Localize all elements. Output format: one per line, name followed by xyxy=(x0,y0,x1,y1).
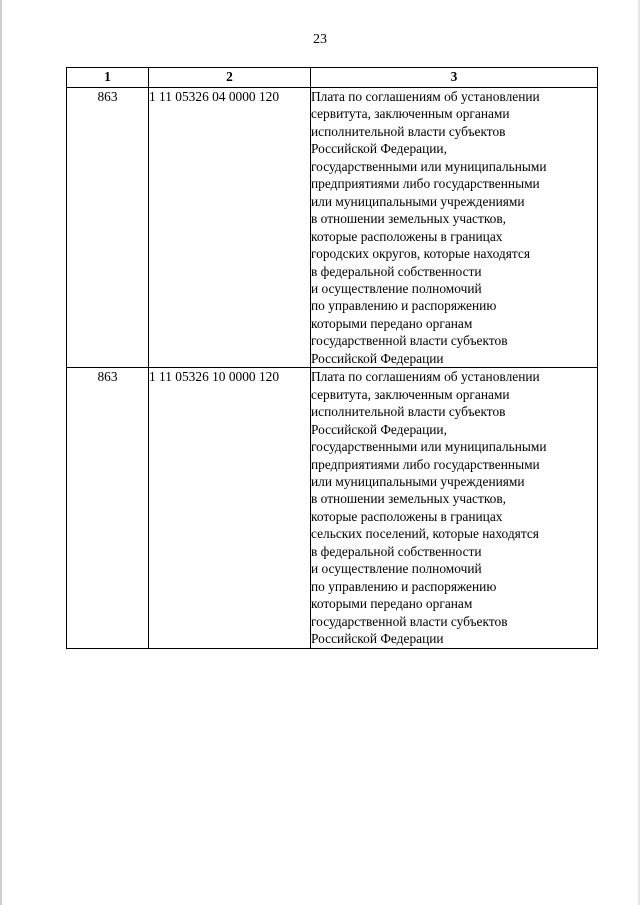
description-line: сельских поселений, которые находятся xyxy=(311,526,539,542)
description-line: исполнительной власти субъектов xyxy=(311,404,506,420)
table-row xyxy=(67,88,598,368)
description-line: или муниципальными учреждениями xyxy=(311,193,525,209)
description-line: которыми передано органам xyxy=(311,596,473,612)
classification-table xyxy=(66,67,598,649)
description-line: которыми передано органам xyxy=(311,315,473,331)
description-line: государственной власти субъектов xyxy=(311,333,508,349)
description-line: городских округов, которые находятся xyxy=(311,246,531,262)
table-row xyxy=(67,368,598,648)
description-line: и осуществление полномочий xyxy=(311,561,482,577)
description-line: в отношении земельных участков, xyxy=(311,211,507,227)
description-line: Плата по соглашениям об установлении xyxy=(311,89,540,104)
column-header-1: 1 xyxy=(67,68,149,88)
description-line: сервитута, заключенным органами xyxy=(311,386,510,402)
description-line: государственными или муниципальными xyxy=(311,158,547,174)
description-line: Российской Федерации xyxy=(311,350,444,366)
description-line: предприятиями либо государственными xyxy=(311,456,540,472)
description-line: государственными или муниципальными xyxy=(311,439,547,455)
column-header-2: 2 xyxy=(149,68,311,88)
admin-code-cell: 863 xyxy=(67,368,149,648)
description-line: Российской Федерации xyxy=(311,631,444,647)
description-line: государственной власти субъектов xyxy=(311,613,508,629)
description-line: предприятиями либо государственными xyxy=(311,176,540,192)
column-header-3: 3 xyxy=(311,68,598,88)
description-line: сервитута, заключенным органами xyxy=(311,106,510,122)
description-line: в федеральной собственности xyxy=(311,263,482,279)
description-line: Российской Федерации, xyxy=(311,141,447,157)
description-line: и осуществление полномочий xyxy=(311,280,482,296)
description-line: по управлению и распоряжению xyxy=(311,298,497,314)
admin-code-cell: 863 xyxy=(67,88,149,368)
table-header-row xyxy=(67,68,598,88)
description-line: которые расположены в границах xyxy=(311,228,503,244)
description-line: в федеральной собственности xyxy=(311,543,482,559)
description-line: которые расположены в границах xyxy=(311,508,503,524)
description-line: в отношении земельных участков, xyxy=(311,491,507,507)
budget-classification-code-cell: 1 11 05326 10 0000 120 xyxy=(149,368,311,648)
description-line: Плата по соглашениям об установлении xyxy=(311,369,540,385)
description-line: исполнительной власти субъектов xyxy=(311,123,506,139)
revenue-description-cell xyxy=(311,368,598,648)
description-line: или муниципальными учреждениями xyxy=(311,473,525,489)
scan-edge-left xyxy=(0,0,2,905)
description-line: по управлению и распоряжению xyxy=(311,578,497,594)
revenue-description-cell xyxy=(311,88,598,368)
description-line: Российской Федерации, xyxy=(311,421,447,437)
page-number: 23 xyxy=(313,32,327,47)
budget-classification-code-cell: 1 11 05326 04 0000 120 xyxy=(149,88,311,368)
